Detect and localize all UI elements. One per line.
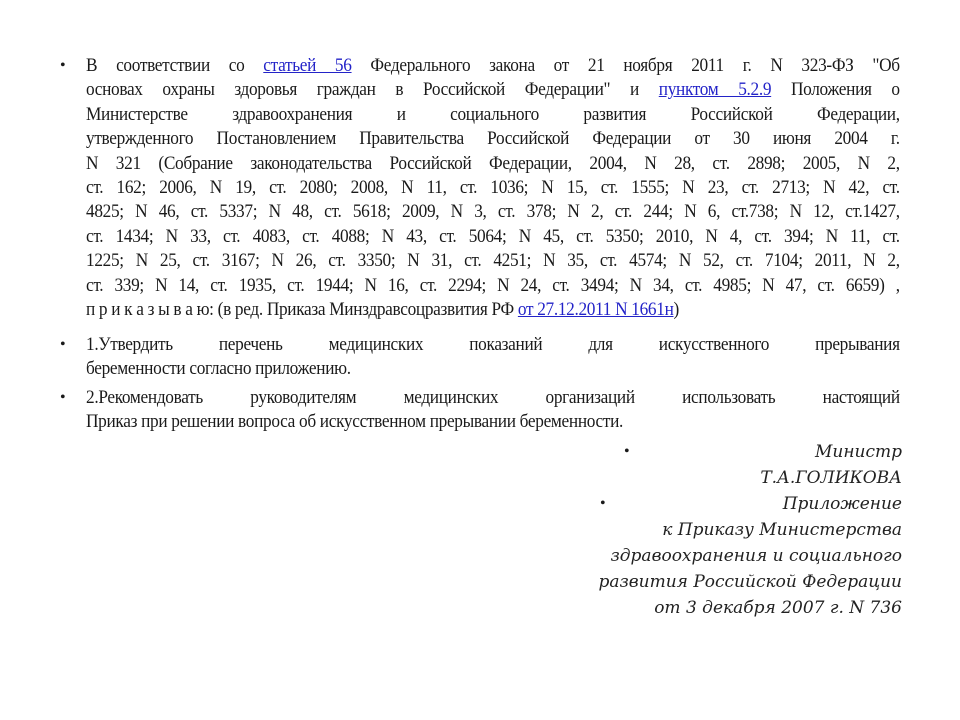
appendix-line: к Приказу Министерства — [662, 520, 902, 540]
text-run: Приказ при решении вопроса об искусственном прерывании беременности. — [86, 411, 624, 433]
bullet-icon: • — [600, 495, 606, 512]
paragraph-item-1 — [60, 333, 902, 382]
text-run: беременности согласно приложению. — [86, 358, 351, 380]
text-line — [86, 274, 900, 298]
appendix-block — [598, 491, 902, 621]
paragraph-item-2 — [60, 386, 902, 435]
text-run: Министерстве здравоохранения и социального развития Российской Федерации, — [86, 103, 900, 125]
text-line — [86, 225, 900, 249]
text-run: 1.Утвердить перечень медицинских показаний для искусственного прерывания — [86, 334, 900, 355]
text-line — [86, 298, 900, 322]
text-run: В соответствии со — [86, 55, 264, 76]
appendix-line: от 3 декабря 2007 г. N 736 — [654, 598, 902, 618]
text-run: 2.Рекомендовать руководителям медицинских организаций использовать настоящий — [86, 387, 900, 408]
signature-title: Министр — [814, 442, 902, 462]
text-line — [86, 200, 900, 224]
paragraph-text — [86, 386, 900, 435]
text-run: ст. 162; 2006, N 19, ст. 2080; 2008, N 11, ст. 1036; N 15, ст. 1555; N 23, ст. 2713; N 42, ст. — [86, 177, 900, 199]
appendix-line: здравоохранения и социального — [610, 546, 902, 566]
text-line — [86, 386, 900, 410]
text-line — [86, 152, 900, 176]
text-run: ст. 1434; N 33, ст. 4083, ст. 4088; N 43, ст. 5064; N 45, ст. 5350; 2010, N 4, ст. 394; N 11, ст. — [86, 225, 900, 247]
paragraph-text — [86, 54, 900, 322]
bullet-icon: • — [60, 336, 66, 353]
text-run: Положения о — [771, 79, 900, 101]
text-line — [86, 54, 900, 78]
text-run: п р и к а з ы в а ю: (в ред. Приказа Минздравсоцразвития РФ — [86, 299, 518, 321]
document-link[interactable]: пунктом 5.2.9 — [658, 79, 772, 101]
text-run: 4825; N 46, ст. 5337; N 48, ст. 5618; 2009, N 3, ст. 378; N 2, ст. 244; N 6, ст.738; N 12, ст.1427, — [86, 201, 900, 223]
text-line — [86, 410, 900, 434]
signature-name: Т.А.ГОЛИКОВА — [760, 468, 902, 488]
bullet-icon: • — [624, 443, 630, 460]
appendix-line: развития Российской Федерации — [598, 572, 902, 592]
bullet-icon: • — [60, 389, 66, 406]
text-line — [86, 176, 900, 200]
text-run: основах охраны здоровья граждан в Российской Федерации" и — [86, 79, 659, 101]
text-run: утвержденного Постановлением Правительства Российской Федерации от 30 июня 2004 г. — [86, 128, 900, 150]
bullet-icon: • — [60, 57, 66, 74]
text-line — [86, 127, 900, 151]
paragraph-text — [86, 333, 900, 382]
text-line — [86, 103, 900, 127]
text-run: N 321 (Собрание законодательства Российской Федерации, 2004, N 28, ст. 2898; 2005, N 2, — [86, 152, 900, 174]
text-line — [86, 249, 900, 273]
appendix-line: Приложение — [782, 494, 902, 514]
text-run: 1225; N 25, ст. 3167; N 26, ст. 3350; N 31, ст. 4251; N 35, ст. 4574; N 52, ст. 7104; 2011, N 2, — [86, 250, 900, 272]
text-run: ) — [673, 299, 679, 321]
text-run: Федерального закона от 21 ноября 2011 г. N 323-ФЗ "Об — [351, 55, 900, 76]
document-link[interactable]: от 27.12.2011 N 1661н — [517, 299, 674, 321]
document-link[interactable]: статьей 56 — [263, 55, 352, 76]
signature-block — [760, 439, 902, 491]
text-line — [86, 78, 900, 102]
text-line — [86, 333, 900, 357]
text-line — [86, 357, 900, 381]
paragraph-preamble — [60, 54, 902, 322]
text-run: ст. 339; N 14, ст. 1935, ст. 1944; N 16, ст. 2294; N 24, ст. 3494; N 34, ст. 4985; N 47, ст. 6659) , — [86, 274, 900, 296]
